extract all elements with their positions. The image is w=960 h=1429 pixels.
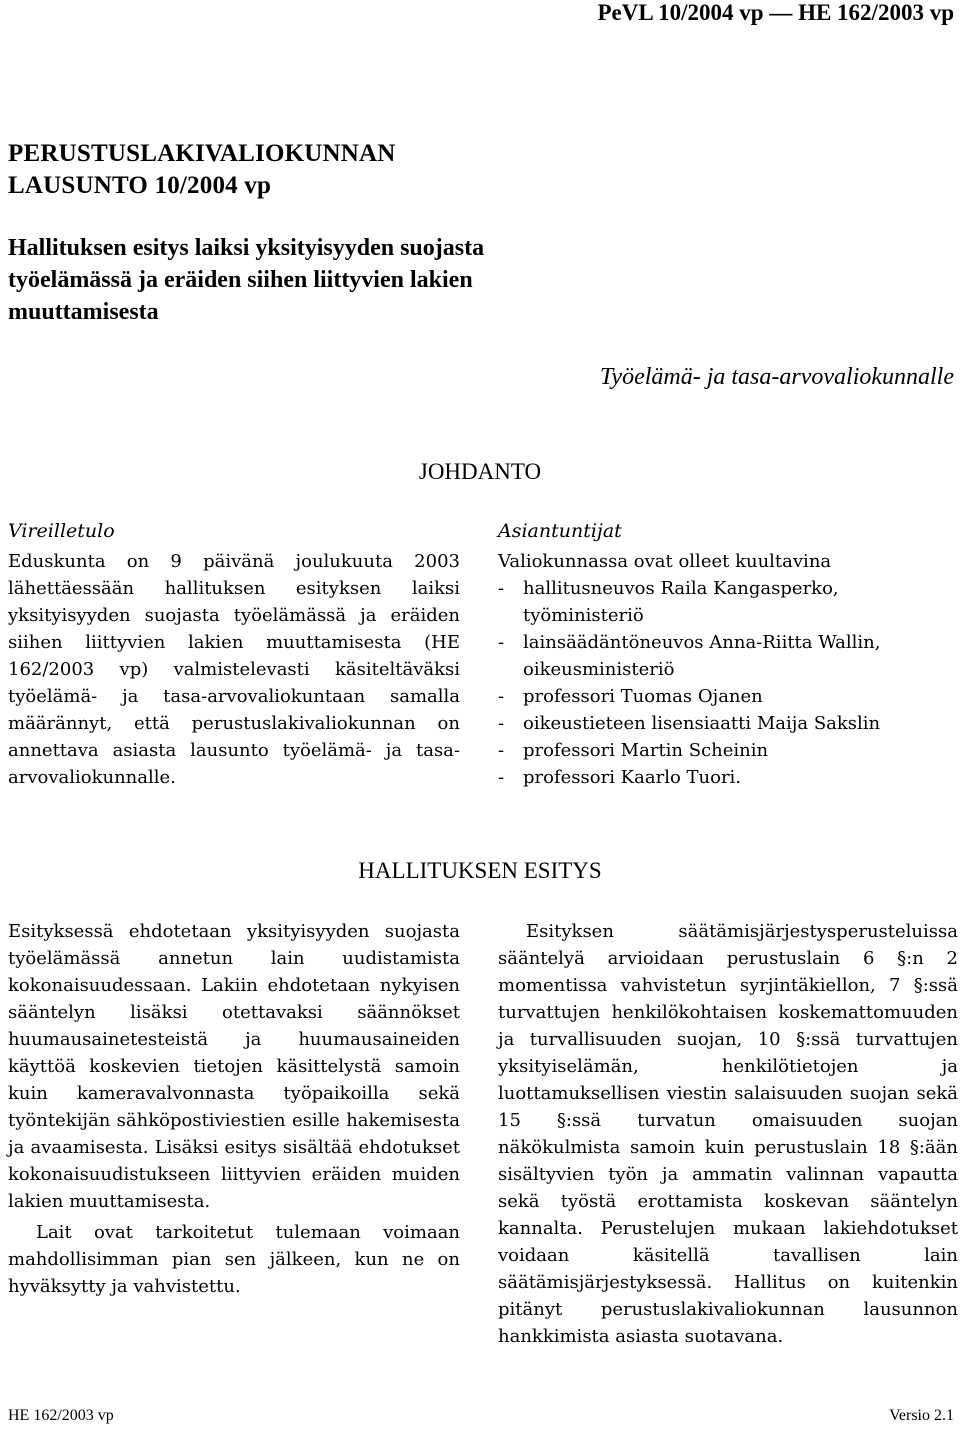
addressee: Työelämä- ja tasa-arvovaliokunnalle xyxy=(599,364,954,390)
experts-list xyxy=(498,575,958,791)
footer-document-id: HE 162/2003 vp xyxy=(8,1407,114,1424)
experts-section xyxy=(498,518,958,791)
bill-title xyxy=(8,232,484,328)
initiation-text: Eduskunta on 9 päivänä joulukuuta 2003 lähettäessään hallituksen esityksen laiksi yksityisyyden suojasta työelämässä ja eräiden siihen liittyvien lakien muuttamisesta (HE 162/2003 vp) valmistelevasti käsiteltäväksi työelämä- ja tasa-arvovaliokuntaan samalla määrännyt, että perustuslakivaliokunnan on annettava asiasta lausunto työelämä- ja tasa-arvovaliokunnalle. xyxy=(8,551,460,788)
proposal-left-column xyxy=(8,918,460,1300)
experts-heading: Asiantuntijat xyxy=(498,520,622,542)
bill-title-line-3: muuttamisesta xyxy=(8,299,159,325)
initiation-heading: Vireilletulo xyxy=(8,520,115,542)
list-item: - hallitusneuvos Raila Kangasperko, työministeriö xyxy=(498,578,839,626)
statement-title xyxy=(8,138,396,202)
proposal-paragraph: Esityksen säätämisjärjestysperusteluissa sääntelyä arvioidaan perustuslain 6 §:n 2 momentissa vahvistetun syrjintäkiellon, 7 §:ssä turvattujen henkilökohtaisen koskemattomuuden ja turvallisuuden suojan, 10 §:ssä turvattujen yksityiselämän, henkilötietojen ja luottamuksellisen viestin salaisuuden suojan sekä 15 §:ssä turvatun omaisuuden suojan näkökulmista samoin kuin perustuslain 18 §:ään sisältyvien työn ja ammatin valinnan vapautta sekä työstä erottamista koskevan sääntelyn kannalta. Perustelujen mukaan lakiehdotukset voidaan käsitellä tavallisen lain säätämisjärjestyksessä. Hallitus on kuitenkin pitänyt perustuslakivaliokunnan lausunnon hankkimista asiasta suotavana. xyxy=(498,921,958,1347)
proposal-paragraph: Lait ovat tarkoitetut tulemaan voimaan mahdollisimman pian sen jälkeen, kun ne on hyväksytty ja vahvistettu. xyxy=(8,1222,460,1297)
proposal-paragraph: Esityksessä ehdotetaan yksityisyyden suojasta työelämässä annetun lain uudistamista kokonaisuudessaan. Lakiin ehdotetaan nykyisen sääntelyn lisäksi otettavaksi säännökset huumausainetesteistä ja huumausaineiden käyttöä koskevien tietojen käsittelystä samoin kuin kameravalvonnasta työpaikoilla sekä työntekijän sähköpostiviestien esille hakemisesta ja avaamisesta. Lisäksi esitys sisältää ehdotukset kokonaisuudistukseen liittyvien eräiden muiden lakien muuttamisesta. xyxy=(8,921,460,1212)
statement-title-line-2: LAUSUNTO 10/2004 vp xyxy=(8,172,272,199)
running-head: PeVL 10/2004 vp — HE 162/2003 vp xyxy=(597,0,954,25)
list-item: - oikeustieteen lisensiaatti Maija Sakslin xyxy=(498,713,881,734)
proposal-heading: HALLITUKSEN ESITYS xyxy=(358,858,602,883)
bill-title-line-2: työelämässä ja eräiden siihen liittyvien lakien xyxy=(8,267,473,293)
initiation-section xyxy=(8,518,460,791)
list-item: - professori Martin Scheinin xyxy=(498,740,769,761)
list-item: - professori Kaarlo Tuori. xyxy=(498,767,742,788)
list-item: - lainsäädäntöneuvos Anna-Riitta Wallin, oikeusministeriö xyxy=(498,632,881,680)
intro-heading: JOHDANTO xyxy=(418,459,542,484)
proposal-right-column xyxy=(498,918,958,1350)
experts-lead: Valiokunnassa ovat olleet kuultavina xyxy=(498,551,832,572)
list-item: - professori Tuomas Ojanen xyxy=(498,686,763,707)
statement-title-line-1: PERUSTUSLAKIVALIOKUNNAN xyxy=(8,140,396,167)
footer-version: Versio 2.1 xyxy=(889,1407,954,1424)
bill-title-line-1: Hallituksen esitys laiksi yksityisyyden suojasta xyxy=(8,235,485,261)
